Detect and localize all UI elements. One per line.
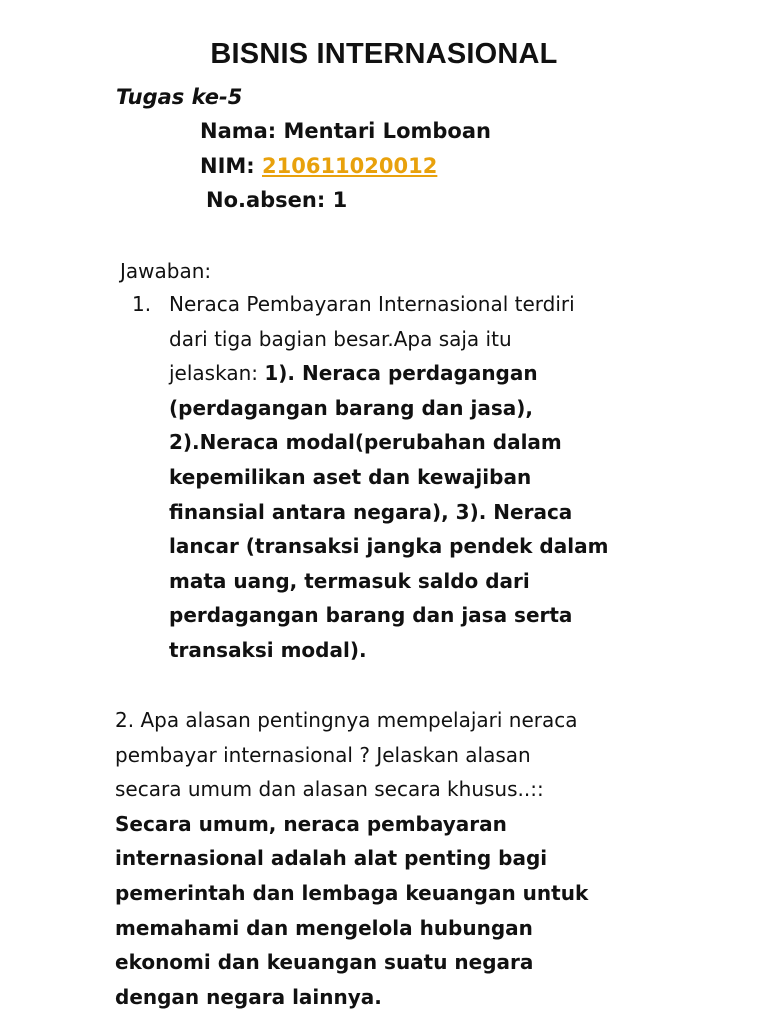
answer-bold-text: finansial antara negara), 3). Neraca xyxy=(169,499,573,524)
answer-text: 2. Apa alasan pentingnya mempelajari neraca xyxy=(115,708,578,732)
answer-1-body xyxy=(169,287,759,668)
answer-bold-text: (perdagangan barang dan jasa), xyxy=(169,395,533,420)
answer-line xyxy=(169,287,759,322)
answer-2 xyxy=(115,703,760,1014)
answer-line xyxy=(169,391,759,426)
answer-bold-text: ekonomi dan keuangan suatu negara xyxy=(115,950,534,975)
name-value: Mentari Lomboan xyxy=(283,119,491,143)
answer-line xyxy=(115,807,760,842)
student-name-line xyxy=(200,116,491,146)
answer-bold-text: kepemilikan aset dan kewajiban xyxy=(169,464,532,489)
nim-label: NIM: xyxy=(200,154,255,178)
nim-link[interactable]: 210611020012 xyxy=(262,154,438,178)
answer-bold-text: transaksi modal). xyxy=(169,637,367,662)
answer-line xyxy=(115,841,760,876)
answer-line xyxy=(169,460,759,495)
answer-bold-text: Secara umum, neraca pembayaran xyxy=(115,811,507,836)
answer-line xyxy=(115,703,760,738)
answer-text: jelaskan: xyxy=(169,361,265,386)
answer-line xyxy=(169,425,759,460)
answer-bold-text: 1). Neraca perdagangan xyxy=(264,361,538,386)
assignment-subtitle: Tugas ke-5 xyxy=(116,85,243,109)
answer-bold-text: perdagangan barang dan jasa serta xyxy=(169,603,573,628)
answer-line xyxy=(169,322,759,357)
answer-text: pembayar internasional ? Jelaskan alasan xyxy=(115,742,531,767)
answer-bold-text: 2).Neraca modal(perubahan dalam xyxy=(169,430,562,455)
answer-line xyxy=(115,876,760,911)
answers-heading: Jawaban: xyxy=(120,259,212,283)
answer-line xyxy=(115,738,760,773)
answer-line xyxy=(115,911,760,946)
name-label: Nama: xyxy=(200,119,277,143)
answer-line xyxy=(169,633,759,668)
student-nim-line xyxy=(200,151,437,181)
answer-text: secara umum dan alasan secara khusus..:: xyxy=(115,777,544,802)
answer-line xyxy=(115,945,760,980)
student-absen-line xyxy=(206,185,347,215)
answer-bold-text: dengan negara lainnya. xyxy=(115,984,382,1009)
answer-line xyxy=(115,980,760,1015)
answer-bold-text: lancar (transaksi jangka pendek dalam xyxy=(169,534,609,559)
answer-line xyxy=(169,356,759,391)
absen-value: 1 xyxy=(332,188,348,212)
page-title: BISNIS INTERNASIONAL xyxy=(210,38,558,70)
answer-1-number: 1. xyxy=(132,292,152,316)
answer-bold-text: mata uang, termasuk saldo dari xyxy=(169,568,530,593)
answer-line xyxy=(115,772,760,807)
answer-text: Neraca Pembayaran Internasional terdiri xyxy=(169,292,575,316)
answer-bold-text: internasional adalah alat penting bagi xyxy=(115,846,548,871)
absen-label: No.absen: xyxy=(206,188,326,212)
answer-line xyxy=(169,495,759,530)
answer-bold-text: pemerintah dan lembaga keuangan untuk xyxy=(115,880,589,905)
answer-text: dari tiga bagian besar.Apa saja itu xyxy=(169,326,512,351)
answer-line xyxy=(169,598,759,633)
answer-line xyxy=(169,529,759,564)
answer-bold-text: memahami dan mengelola hubungan xyxy=(115,915,533,940)
answer-line xyxy=(169,564,759,599)
